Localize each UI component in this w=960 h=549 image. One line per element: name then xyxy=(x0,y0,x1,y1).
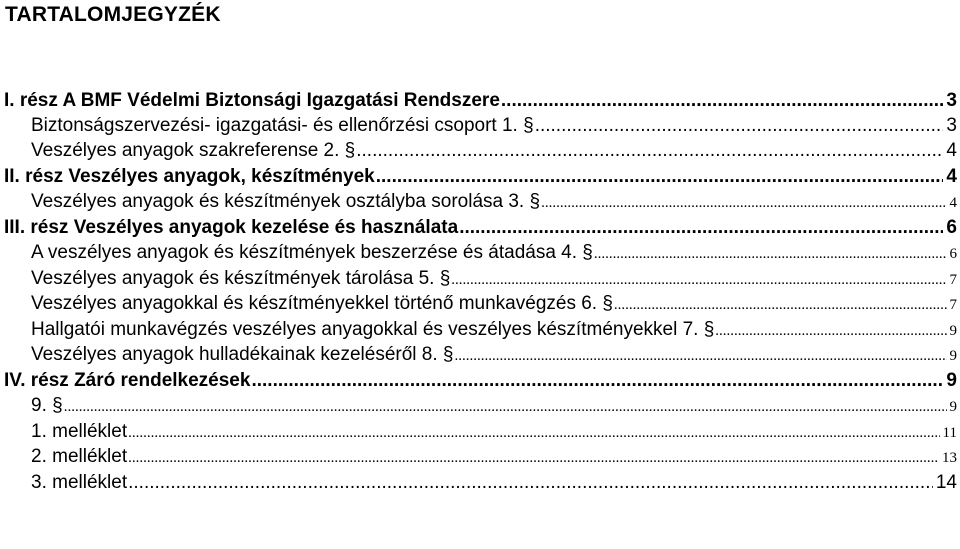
toc-leader-dots xyxy=(451,268,946,293)
toc-leader-dots xyxy=(535,113,944,138)
toc-entry[interactable] xyxy=(0,88,957,113)
toc-entry[interactable] xyxy=(0,215,957,240)
toc-entry-title: I. rész A BMF Védelmi Biztonsági Igazgatási Rendszere xyxy=(4,90,500,111)
toc-entry-page: 9 xyxy=(949,323,957,339)
toc-entry[interactable] xyxy=(0,138,957,163)
toc-entry-title: 9. § xyxy=(31,395,63,416)
toc-entry-title: Veszélyes anyagok hulladékainak kezeléséről 8. § xyxy=(31,344,454,365)
toc-leader-dots xyxy=(459,215,943,240)
toc-entry[interactable] xyxy=(0,317,957,342)
toc-leader-dots xyxy=(128,470,933,495)
toc-entry-title: Veszélyes anyagokkal és készítményekkel történő munkavégzés 6. § xyxy=(31,293,613,314)
toc-entry[interactable] xyxy=(0,266,957,291)
toc-entry-title: Veszélyes anyagok és készítmények tárolása 5. § xyxy=(31,268,451,289)
toc-entry-page: 4 xyxy=(946,166,957,187)
toc-entry-page: 3 xyxy=(946,90,957,111)
toc-leader-dots xyxy=(128,446,939,471)
toc-entry-page: 7 xyxy=(949,297,957,313)
toc-entry-page: 9 xyxy=(946,370,957,391)
toc-entry-title: A veszélyes anyagok és készítmények beszerzése és átadása 4. § xyxy=(31,242,593,263)
toc-leader-dots xyxy=(455,344,947,369)
toc-entry-page: 3 xyxy=(946,115,957,136)
page-title: TARTALOMJEGYZÉK xyxy=(5,3,221,26)
toc-leader-dots xyxy=(128,421,939,446)
toc-entry-page: 9 xyxy=(949,348,957,364)
toc-entry-title: III. rész Veszélyes anyagok kezelése és használata xyxy=(4,217,459,238)
toc-leader-dots xyxy=(501,88,944,113)
toc-entry[interactable] xyxy=(0,113,957,138)
toc-entry[interactable] xyxy=(0,164,957,189)
toc-entry-title: Biztonságszervezési- igazgatási- és ellenőrzési csoport 1. § xyxy=(31,115,534,136)
toc-leader-dots xyxy=(614,293,947,318)
toc-entry-title: 1. melléklet xyxy=(31,421,128,442)
toc-entry-page: 7 xyxy=(949,272,957,288)
toc-entry[interactable] xyxy=(0,470,957,495)
toc-entry-page: 13 xyxy=(942,450,957,466)
toc-entry-title: Veszélyes anyagok szakreferense 2. § xyxy=(31,140,356,161)
toc-entry-page: 11 xyxy=(942,425,957,441)
toc-leader-dots xyxy=(594,242,947,267)
toc-leader-dots xyxy=(541,191,946,216)
toc-entry-page: 6 xyxy=(946,217,957,238)
toc-entry-title: 2. melléklet xyxy=(31,446,128,467)
toc-entry-title: Hallgatói munkavégzés veszélyes anyagokkal és veszélyes készítményekkel 7. § xyxy=(31,319,715,340)
toc-entry[interactable] xyxy=(0,393,957,418)
toc-entry-page: 6 xyxy=(949,246,957,262)
toc-entry[interactable] xyxy=(0,189,957,214)
toc-leader-dots xyxy=(356,138,943,163)
toc-entry-page: 4 xyxy=(946,140,957,161)
toc-entry-title: II. rész Veszélyes anyagok, készítmények xyxy=(4,166,375,187)
toc-entry-title: Veszélyes anyagok és készítmények osztályba sorolása 3. § xyxy=(31,191,541,212)
toc-entry-title: IV. rész Záró rendelkezések xyxy=(4,370,251,391)
toc-entry-page: 9 xyxy=(949,399,957,415)
toc-leader-dots xyxy=(715,319,946,344)
toc-entry[interactable] xyxy=(0,368,957,393)
toc-entry[interactable] xyxy=(0,240,957,265)
toc-leader-dots xyxy=(64,395,947,420)
toc-entry[interactable] xyxy=(0,291,957,316)
toc-entry[interactable] xyxy=(0,444,957,469)
toc-entry-page: 4 xyxy=(949,195,957,211)
toc-leader-dots xyxy=(376,164,944,189)
toc-entry[interactable] xyxy=(0,342,957,367)
toc-entry-page: 14 xyxy=(935,472,957,493)
toc-entry-title: 3. melléklet xyxy=(31,472,128,493)
toc-leader-dots xyxy=(251,368,943,393)
toc-entry[interactable] xyxy=(0,419,957,444)
